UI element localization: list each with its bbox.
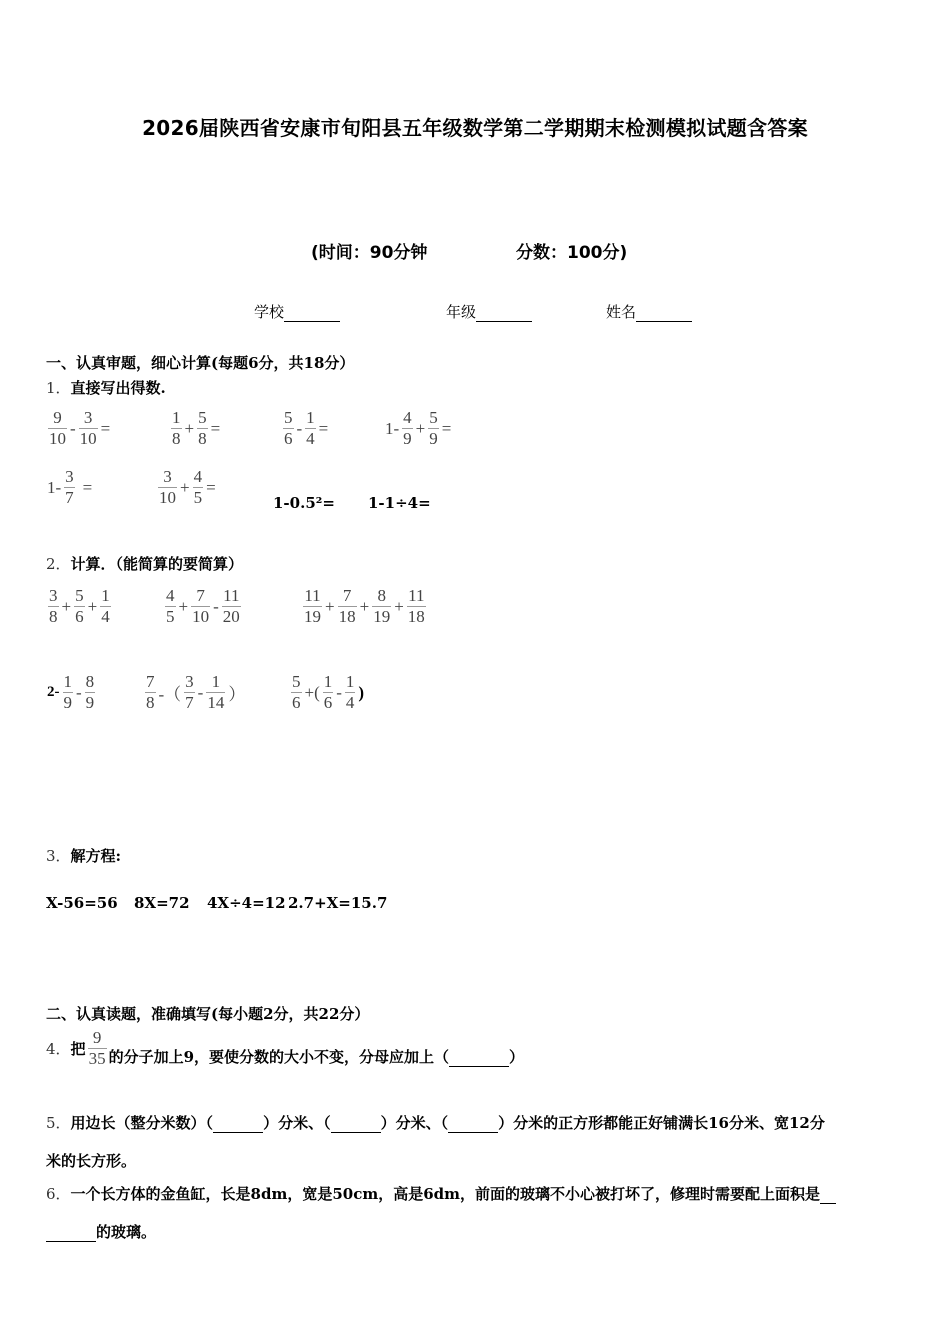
fraction: $\frac{5}{8}$: [198, 408, 207, 448]
exam-score: 分数：100分): [516, 243, 628, 263]
fraction: $\frac{7}{18}$: [338, 586, 356, 626]
page-title: 2026届陕西省安康市旬阳县五年级数学第二学期期末检测模拟试题含答案: [142, 116, 808, 140]
grade-field: [446, 301, 532, 322]
q6-blank[interactable]: [46, 1227, 96, 1242]
section1-heading: 一、认真审题，细心计算(每题6分，共18分）: [46, 354, 355, 372]
fraction: $\frac{8}{19}$: [373, 586, 391, 626]
q3-number: 3．: [46, 847, 71, 865]
q2-expr-5: $\frac{7}{8}$ -（ $\frac{3}{7}$ - $\frac{1}{14}$ ）: [146, 672, 246, 712]
q5-blank-1[interactable]: [213, 1118, 263, 1133]
q1-label: 直接写出得数.: [70, 379, 166, 397]
grade-blank: [476, 307, 532, 322]
section2-heading: 二、认真读题，准确填写(每小题2分，共22分）: [46, 1005, 370, 1023]
q5-blank-2[interactable]: [331, 1118, 381, 1133]
fraction: $\frac{3}{7}$: [185, 672, 194, 712]
fraction: $\frac{8}{9}$: [85, 672, 95, 712]
q4: 4． 把 $\frac{9}{35}$ 的分子加上9，要使分数的大小不变，分母应加上（ ）: [46, 1028, 525, 1068]
fraction: $\frac{4}{9}$: [403, 408, 412, 448]
q1-expr-1: $\frac{9}{10}$ - $\frac{3}{10}$ =: [49, 408, 111, 448]
fraction: $\frac{1}{4}$: [345, 672, 355, 712]
q6-number: 6．: [46, 1185, 71, 1203]
q5-line1: 5．用边长（整分米数）（ ）分米、（ ）分米、（ ）分米的正方形都能正好铺满长16分米、宽12分: [46, 1114, 825, 1132]
fraction: $\frac{5}{6}$: [75, 586, 84, 626]
equation: 8X=72: [134, 894, 190, 912]
q2-number: 2．: [46, 555, 71, 573]
q5-line2: 米的长方形。: [46, 1152, 137, 1170]
q2-expr-1: $\frac{3}{8}$ + $\frac{5}{6}$ + $\frac{1}{4}$: [49, 586, 110, 626]
q2-expr-4: 2- $\frac{1}{9}$ - $\frac{8}{9}$: [47, 672, 95, 712]
fraction: $\frac{5}{9}$: [429, 408, 438, 448]
q6-blank-start[interactable]: [820, 1189, 836, 1204]
fraction: $\frac{7}{10}$: [192, 586, 210, 626]
fraction: $\frac{3}{10}$: [79, 408, 97, 448]
fraction: $\frac{11}{20}$: [222, 586, 240, 626]
q2-expr-3: $\frac{11}{19}$ + $\frac{7}{18}$ + $\frac{8}{19}$ + $\frac{11}{18}$: [304, 586, 425, 626]
fraction: $\frac{11}{19}$: [304, 586, 321, 626]
equation: 4X÷4=12: [207, 894, 286, 912]
q6-line1: 6．一个长方体的金鱼缸，长是8dm，宽是50cm，高是6dm，前面的玻璃不小心被打坏了，修理时需要配上面积是: [46, 1183, 836, 1204]
q1-expr-4: 1- $\frac{4}{9}$ + $\frac{5}{9}$ =: [385, 408, 452, 448]
fraction: $\frac{3}{10}$: [159, 467, 176, 507]
fraction: $\frac{1}{8}$: [172, 408, 181, 448]
q1-expr-8: 1-1÷4=: [368, 494, 431, 512]
fraction: $\frac{5}{6}$: [292, 672, 301, 712]
q5-blank-3[interactable]: [448, 1118, 498, 1133]
q1-number: 1．: [46, 379, 71, 397]
equation: 2.7+X=15.7: [288, 894, 388, 912]
fraction: $\frac{3}{8}$: [49, 586, 58, 626]
q3-label: 解方程:: [70, 847, 122, 865]
fraction: $\frac{1}{14}$: [207, 672, 225, 712]
q5-number: 5．: [46, 1114, 71, 1132]
q1-expr-7: 1-0.5²=: [273, 494, 335, 512]
q1-prompt: [46, 377, 166, 398]
q1-expr-3: $\frac{5}{6}$ - $\frac{1}{4}$ =: [284, 408, 329, 448]
school-field: [254, 301, 340, 322]
q1-expr-2: $\frac{1}{8}$ + $\frac{5}{8}$ =: [172, 408, 221, 448]
fraction: $\frac{3}{7}$: [65, 467, 74, 507]
q1-expr-5: 1- $\frac{3}{7}$ =: [47, 467, 93, 507]
fraction: $\frac{7}{8}$: [146, 672, 155, 712]
name-blank: [636, 307, 692, 322]
q3-prompt: [46, 845, 121, 866]
fraction: $\frac{5}{6}$: [284, 408, 293, 448]
q2-expr-6: $\frac{5}{6}$ +( $\frac{1}{6}$ - $\frac{1}{4}$ ): [292, 672, 365, 712]
fraction: $\frac{1}{4}$: [101, 586, 110, 626]
q2-prompt: [46, 553, 243, 574]
q4-blank[interactable]: [449, 1052, 509, 1067]
q2-expr-2: $\frac{4}{5}$ + $\frac{7}{10}$ - $\frac{11}{20}$: [166, 586, 240, 626]
fraction: $\frac{11}{18}$: [407, 586, 425, 626]
q2-label: 计算．（能简算的要简算）: [70, 555, 244, 573]
name-label: 姓名: [606, 303, 637, 321]
fraction: $\frac{9}{35}$: [88, 1028, 106, 1068]
grade-label: 年级: [446, 303, 477, 321]
fraction: $\frac{1}{6}$: [323, 672, 333, 712]
fraction: $\frac{4}{5}$: [193, 467, 203, 507]
fraction: $\frac{4}{5}$: [166, 586, 175, 626]
q6-line2: 的玻璃。: [46, 1221, 156, 1242]
q1-expr-6: $\frac{3}{10}$ + $\frac{4}{5}$ =: [159, 467, 216, 507]
name-field: [606, 301, 692, 322]
q4-number: 4．: [46, 1040, 71, 1058]
fraction: $\frac{1}{9}$: [63, 672, 72, 712]
school-blank: [284, 307, 340, 322]
fraction: $\frac{1}{4}$: [306, 408, 315, 448]
fraction: $\frac{9}{10}$: [49, 408, 66, 448]
school-label: 学校: [254, 303, 285, 321]
exam-time: (时间：90分钟: [311, 243, 428, 263]
equation: X-56=56: [46, 894, 118, 912]
